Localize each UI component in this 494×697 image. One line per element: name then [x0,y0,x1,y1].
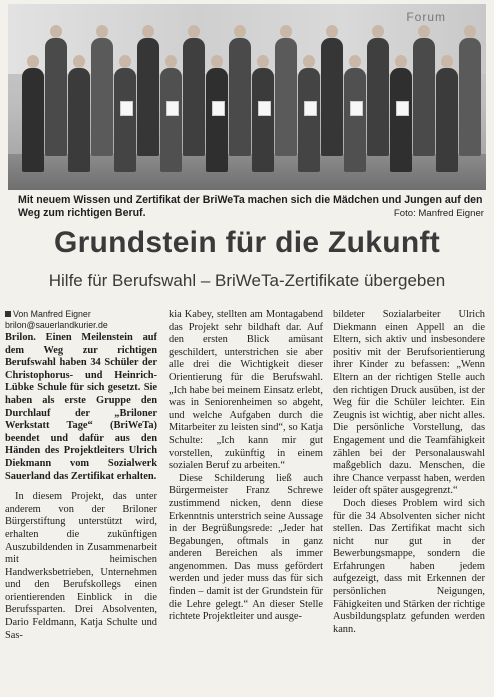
photo-person [68,68,90,172]
byline [5,309,157,331]
article-paragraph: In diesem Projekt, das unter anderem von der Briloner Bürgerstiftung unterstützt wird, erhalten die zukünftigen Auszubildenden in Zusammenarbeit mit heimischen Handwerksbetrieben, Unternehmen und den Berufskollegs einen orientierenden Einblick in die Berufssparten. Drei Absolventen, Dario Feldmann, Katja Schulte und Sas- [5,491,157,641]
certificate-sheet [350,101,363,116]
photo-person [436,68,458,172]
headline: Grundstein für die Zukunft [53,226,441,259]
group-photo [8,4,486,190]
article-column-1 [5,309,157,642]
certificate-sheet [396,101,409,116]
byline-email[interactable]: brilon@sauerlandkurier.de [5,320,108,330]
photo-person [344,68,366,172]
photo-person [160,68,182,172]
photo-person [252,68,274,172]
photo-credit: Foto: Manfred Eigner [393,208,484,219]
photo-person [298,68,320,172]
certificate-sheet [120,101,133,116]
photo-caption [18,194,484,220]
photo-person [390,68,412,172]
article-column-3 [333,309,485,636]
photo-person [229,38,251,156]
photo-person [22,68,44,172]
photo-person [183,38,205,156]
article-paragraph: Doch dieses Problem wird sich für die 34 Absolventen sicher nicht stellen. Das Zertifikat macht sich nicht nur gut in der Bewerbungsmappe, sondern die Erfahrungen haben jedem aufgezeigt, dass mit Erkennen der persönlichen Neigungen, Fähigkeiten und Stärken der richtige Ausbildungsplatz gefunden werden kann. [333,497,485,635]
photo-signage: Forum [406,10,446,24]
photo-person [114,68,136,172]
article-lead: Brilon. Einen Meilenstein auf dem Weg zur richtigen Berufswahl haben 34 Schüler der Christophorus- und Heinrich-Lübke Schule für sich gesetzt. Sie haben als erste Gruppe den Durchlauf der „Briloner Werkstatt Tage“ (BriWeTa) beendet und dafür aus den Händen des Projektleiters Ulrich Diekmann vom Sozialwerk Sauerland das Zertifikat erhalten. [5,332,157,482]
certificate-sheet [212,101,225,116]
article-paragraph: bildeter Sozialarbeiter Ulrich Diekmann einen Appell an die Eltern, sich aktiv und insbesondere positiv mit der Berufsorientierung ihrer Kinder zu befassen: „Wenn Eltern an der richtigen Stelle auch den richtigen Druck ausüben, ist der Weg für die Schüler leichter. Ein Zeugnis ist wichtig, aber nicht alles. Die persönliche Vorstellung, das Engagement und die Teamfähigkeit zählen bei der Personalauswahl maßgeblich dazu. Menschen, die ihre Chance verpasst haben, werden leider oft später ausgegrenzt.“ [333,309,485,497]
article-column-2 [169,309,323,624]
certificate-sheet [258,101,271,116]
photo-person [45,38,67,156]
byline-author: Von Manfred Eigner [13,309,91,319]
photo-person [413,38,435,156]
photo-person [459,38,481,156]
photo-person [91,38,113,156]
byline-square-icon [5,311,11,317]
caption-text: Mit neuem Wissen und Zertifikat der BriWeTa machen sich die Mädchen und Jungen auf den Weg zum richtigen Beruf. [18,194,483,219]
article-paragraph: Diese Schilderung ließ auch Bürgermeister Franz Schrewe zustimmend nicken, denn diese Erkenntnis unterstrich seine Aussage in der Begrüßungsrede: „Jeder hat Begabungen, oftmals in ganz anderen Bereichen als immer angenommen. Das muss gefördert werden und jeder muss das für sich finden – damit ist der Grundstein für die Lehre gelegt.“ An dieser Stelle richtete Projektleiter und ausge- [169,472,323,623]
article-paragraph: kia Kabey, stellten am Montagabend das Projekt sehr bildhaft dar. Auf den ersten Blick amüsant geschildert, unterstrichen sie aber alle drei die Wichtigkeit dieser Orientierung für die Berufswahl. „Ich habe bei meinem Einsatz erlebt, was in Seniorenheimen so abgeht, und welche Aufgaben durch die Mitarbeiter zu leisten sind“, so Katja Schulte: „Ich kann mir gut vorstellen, zukünftig in einem sozialen Beruf zu arbeiten.“ [169,309,323,472]
photo-person [367,38,389,156]
photo-person [206,68,228,172]
photo-person [321,38,343,156]
photo-person [137,38,159,156]
photo-person [275,38,297,156]
certificate-sheet [166,101,179,116]
certificate-sheet [304,101,317,116]
subheadline: Hilfe für Berufswahl – BriWeTa-Zertifikate übergeben [48,271,446,290]
